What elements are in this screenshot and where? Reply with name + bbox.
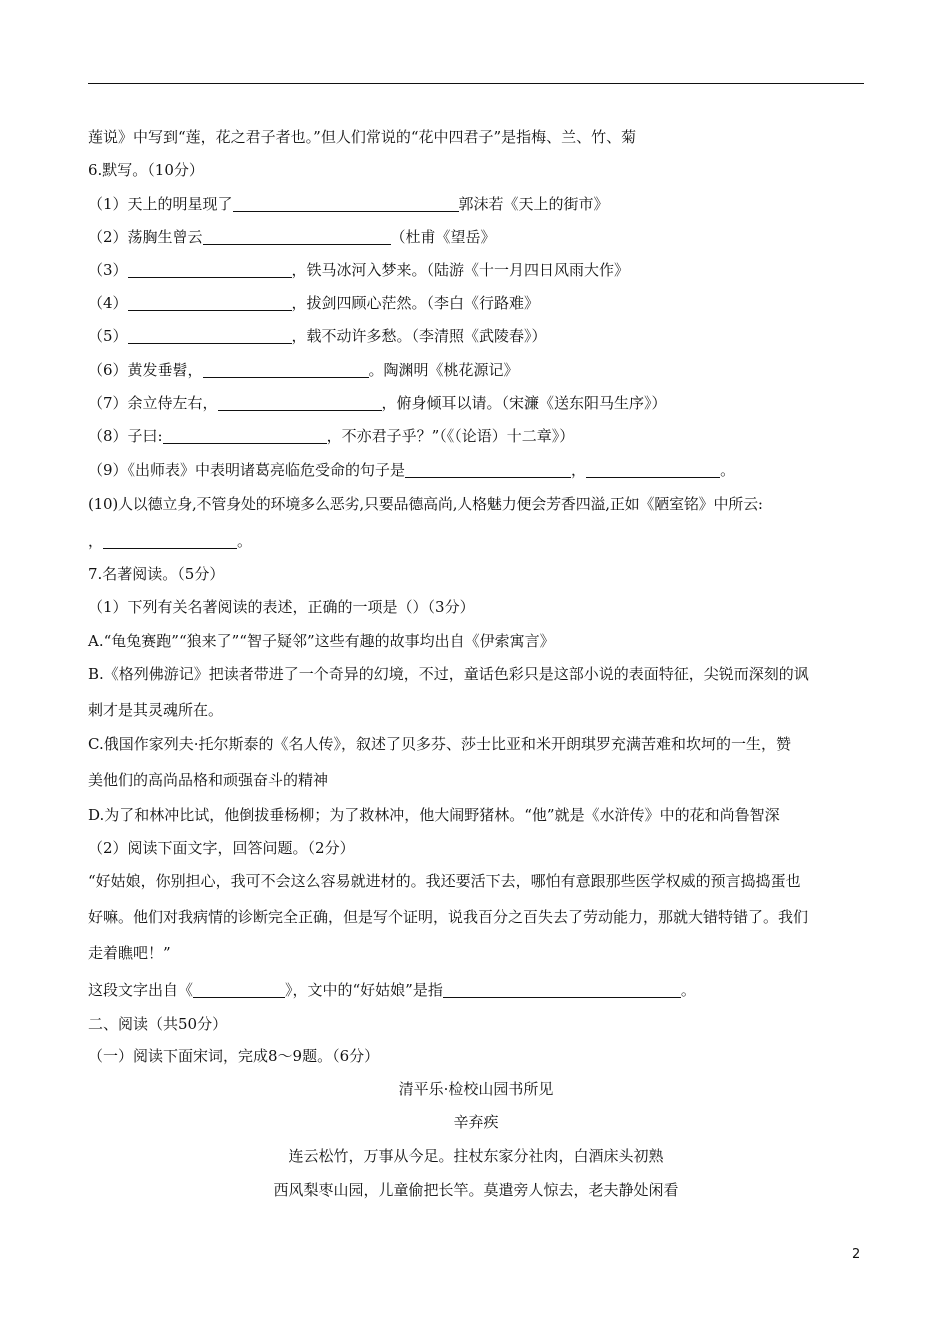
dictation-item-10-answer bbox=[88, 531, 252, 551]
dictation-item-5 bbox=[88, 326, 547, 346]
poem-line: 连云松竹，万事从今足。拄杖东家分社肉，白酒床头初熟 bbox=[288, 1147, 664, 1165]
passage-line: “好姑娘，你别担心，我可不会这么容易就进材的。我还要活下去，哪怕有意跟那些医学权威的预言捣捣蛋也 bbox=[88, 872, 801, 890]
item-text: （2）荡胸生曾云 bbox=[88, 228, 203, 246]
item-text: 》，文中的“好姑娘”是指 bbox=[285, 981, 443, 999]
option-b: B.《格列佛游记》把读者带进了一个奇异的幻境，不过，童话色彩只是这部小说的表面特征，尖锐而深刻的讽 bbox=[88, 665, 809, 683]
item-source: ，载不动许多愁。（李清照《武陵春》） bbox=[291, 327, 547, 345]
answer-blank[interactable] bbox=[233, 196, 459, 212]
answer-blank[interactable] bbox=[443, 982, 681, 998]
item-text: ， bbox=[571, 461, 587, 479]
answer-blank[interactable] bbox=[203, 362, 369, 378]
dictation-item-3 bbox=[88, 260, 629, 280]
item-text: （4） bbox=[88, 294, 128, 312]
item-text: （9）《出师表》中表明诸葛亮临危受命的句子是 bbox=[88, 461, 406, 479]
answer-blank[interactable] bbox=[193, 982, 285, 998]
answer-blank[interactable] bbox=[218, 395, 382, 411]
item-text: 。 bbox=[680, 981, 696, 999]
section-2-question: （一）阅读下面宋词，完成8～9题。（6分） bbox=[88, 1047, 380, 1065]
item-text: ， bbox=[88, 532, 104, 550]
dictation-item-8 bbox=[88, 426, 574, 446]
item-text: （5） bbox=[88, 327, 128, 345]
dictation-item-7 bbox=[88, 393, 667, 413]
dictation-item-1 bbox=[88, 194, 609, 214]
poem-line: 西风梨枣山园，儿童偷把长竿。莫遣旁人惊去，老夫静处闲看 bbox=[273, 1181, 679, 1199]
item-text: （8）子曰: bbox=[88, 427, 163, 445]
item-text: 。 bbox=[720, 461, 736, 479]
answer-blank[interactable] bbox=[128, 262, 292, 278]
poem-author: 辛弃疾 bbox=[453, 1113, 499, 1131]
question-7-part-2: （2）阅读下面文字，回答问题。（2分） bbox=[88, 839, 355, 857]
answer-blank[interactable] bbox=[405, 462, 571, 478]
header-rule bbox=[88, 83, 864, 84]
dictation-item-2 bbox=[88, 227, 496, 247]
dictation-item-4 bbox=[88, 293, 539, 313]
passage-line: 好嘛。他们对我病情的诊断完全正确，但是写个证明，说我百分之百失去了劳动能力，那就大错特错了。我们 bbox=[88, 908, 809, 926]
item-text: （7）余立侍左右， bbox=[88, 394, 218, 412]
item-text: （1）天上的明星现了 bbox=[88, 195, 233, 213]
item-text: 。 bbox=[237, 532, 253, 550]
answer-blank[interactable] bbox=[203, 229, 391, 245]
answer-blank[interactable] bbox=[128, 328, 292, 344]
text-line: 莲说》中写到“莲，花之君子者也。”但人们常说的“花中四君子”是指梅、兰、竹、菊 bbox=[88, 128, 637, 146]
question-6-heading: 6.默写。（10分） bbox=[88, 161, 204, 179]
item-text: （6）黄发垂髫， bbox=[88, 361, 203, 379]
item-source: ，拔剑四顾心茫然。（李白《行路难》 bbox=[291, 294, 540, 312]
item-source: 。陶渊明《桃花源记》 bbox=[368, 361, 519, 379]
dictation-item-6 bbox=[88, 360, 519, 380]
passage-question bbox=[88, 980, 696, 1000]
item-text: 这段文字出自《 bbox=[88, 981, 194, 999]
answer-blank[interactable] bbox=[586, 462, 720, 478]
item-text: （3） bbox=[88, 261, 128, 279]
item-source: （杜甫《望岳》 bbox=[390, 228, 496, 246]
dictation-item-9 bbox=[88, 460, 735, 480]
poem-title: 清平乐·检校山园书所见 bbox=[398, 1080, 554, 1098]
item-source: ，俯身倾耳以请。（宋濂《送东阳马生序》） bbox=[381, 394, 667, 412]
question-7-part-1: （1）下列有关名著阅读的表述，正确的一项是（）（3分） bbox=[88, 598, 475, 616]
option-c: C.俄国作家列夫·托尔斯泰的《名人传》，叙述了贝多芬、莎士比亚和米开朗琪罗充满苦难和坎坷的一生，赞 bbox=[88, 735, 791, 753]
option-b-continued: 刺才是其灵魂所在。 bbox=[88, 701, 224, 719]
section-2-heading: 二、阅读（共50分） bbox=[88, 1015, 228, 1033]
dictation-item-10: (10)人以德立身,不管身处的环境多么恶劣,只要品德高尚,人格魅力便会芳香四溢,正如《陋室铭》中所云: bbox=[88, 495, 763, 513]
question-7-heading: 7.名著阅读。（5分） bbox=[88, 565, 225, 583]
option-a: A.“龟兔赛跑”“狼来了”“智子疑邻”这些有趣的故事均出自《伊索寓言》 bbox=[88, 632, 555, 650]
answer-blank[interactable] bbox=[103, 533, 237, 549]
answer-blank[interactable] bbox=[128, 295, 292, 311]
passage-line: 走着瞧吧！” bbox=[88, 944, 171, 962]
item-source: ，铁马冰河入梦来。（陆游《十一月四日风雨大作》 bbox=[291, 261, 630, 279]
option-d: D.为了和林冲比试，他倒拔垂杨柳；为了救林冲，他大闹野猪林。“他”就是《水浒传》中的花和尚鲁智深 bbox=[88, 806, 780, 824]
option-c-continued: 美他们的高尚品格和顽强奋斗的精神 bbox=[88, 771, 329, 789]
item-source: 郭沫若《天上的街市》 bbox=[458, 195, 609, 213]
item-source: ，不亦君子乎？”（《（论语）十二章》） bbox=[326, 427, 575, 445]
answer-blank[interactable] bbox=[163, 428, 327, 444]
page-number: 2 bbox=[852, 1247, 861, 1262]
